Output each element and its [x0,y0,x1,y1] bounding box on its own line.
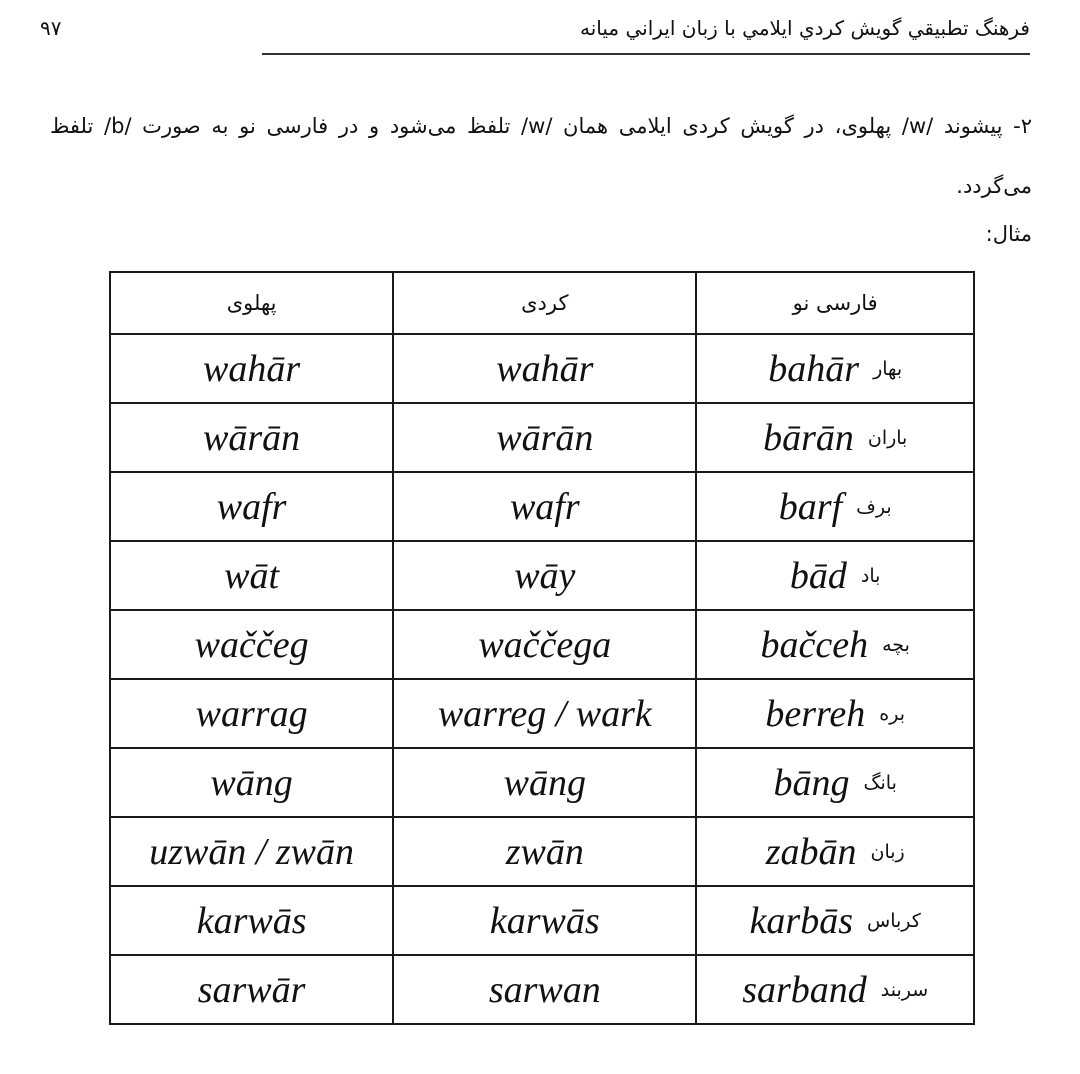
table-row [110,886,974,955]
header-farsi: فارسی نو [696,272,974,334]
table-row [110,403,974,472]
kurdi-cell [393,748,696,817]
table-row [110,955,974,1024]
kurdi-word: warreg / wark [437,692,652,735]
farsi-word: باران [867,426,908,449]
page-header [40,6,1030,50]
header-divider [262,53,1030,55]
pahlavi-word: wāng [210,761,293,804]
farsi-transliteration: bahār [768,347,860,390]
farsi-transliteration: bād [789,554,847,597]
pahlavi-cell [110,955,393,1024]
farsi-cell [696,334,974,403]
kurdi-cell [393,541,696,610]
pahlavi-cell [110,817,393,886]
table-row [110,541,974,610]
farsi-cell-content [697,485,973,529]
farsi-word: باد [860,564,881,587]
header-kurdi: کردی [393,272,696,334]
kurdi-cell [393,403,696,472]
table-row [110,334,974,403]
farsi-word: بهار [873,357,903,380]
farsi-cell-content [697,692,973,736]
pahlavi-cell [110,403,393,472]
kurdi-word: wāy [514,554,576,597]
farsi-cell-content [697,968,973,1012]
kurdi-cell [393,472,696,541]
body-paragraph: ۲- پیشوند /w/ پهلوی، در گویش کردی ایلامی همان /w/ تلفظ می‌شود و در فارسی نو به صورت /b/ تلفظ می‌گردد. [50,114,1033,198]
farsi-word: برف [856,495,892,518]
kurdi-word: wāng [503,761,586,804]
pahlavi-word: uzwān / zwān [149,830,355,873]
farsi-transliteration: barf [778,485,843,528]
page-number: ۹۷ [40,16,62,40]
example-label: مثال: [985,222,1032,246]
farsi-transliteration: bārān [763,416,854,459]
pahlavi-word: wahār [203,347,301,390]
farsi-transliteration: bačceh [760,623,869,666]
pahlavi-cell [110,886,393,955]
running-title: فرهنگ تطبيقي گويش كردي ايلامي با زبان ايراني ميانه [580,16,1030,40]
kurdi-word: wārān [496,416,594,459]
table-header-row [110,272,974,334]
pahlavi-word: karwās [196,899,307,942]
farsi-cell-content [697,761,973,805]
pahlavi-word: waččeg [194,623,309,666]
farsi-word: بانگ [863,771,897,794]
kurdi-word: waččega [478,623,612,666]
table-row [110,817,974,886]
farsi-cell-content [697,899,973,943]
farsi-word: سربند [880,978,929,1001]
table-row [110,679,974,748]
kurdi-cell [393,610,696,679]
farsi-cell [696,817,974,886]
farsi-cell [696,955,974,1024]
kurdi-cell [393,955,696,1024]
farsi-cell [696,403,974,472]
kurdi-cell [393,679,696,748]
pahlavi-cell [110,334,393,403]
farsi-cell-content [697,830,973,874]
pahlavi-word: warrag [195,692,308,735]
farsi-transliteration: sarband [742,968,867,1011]
pahlavi-cell [110,472,393,541]
farsi-cell-content [697,623,973,667]
pahlavi-cell [110,610,393,679]
farsi-word: کرباس [867,909,921,932]
kurdi-word: sarwan [488,968,601,1011]
pahlavi-word: wafr [216,485,287,528]
kurdi-cell [393,334,696,403]
farsi-transliteration: berreh [765,692,866,735]
pahlavi-word: sarwār [197,968,306,1011]
kurdi-word: zwān [505,830,584,873]
farsi-cell [696,541,974,610]
farsi-cell-content [697,347,973,391]
farsi-cell [696,679,974,748]
farsi-transliteration: bāng [773,761,850,804]
farsi-transliteration: zabān [765,830,857,873]
kurdi-word: karwās [489,899,600,942]
farsi-word: بره [879,702,906,725]
table-row [110,748,974,817]
pahlavi-word: wāt [224,554,280,597]
pahlavi-cell [110,748,393,817]
farsi-word: زبان [870,840,905,863]
table-row [110,472,974,541]
farsi-cell [696,472,974,541]
farsi-cell [696,748,974,817]
pahlavi-cell [110,679,393,748]
kurdi-cell [393,886,696,955]
kurdi-word: wafr [509,485,580,528]
kurdi-cell [393,817,696,886]
farsi-cell [696,886,974,955]
farsi-cell [696,610,974,679]
farsi-cell-content [697,554,973,598]
farsi-cell-content [697,416,973,460]
comparison-table [109,271,975,1025]
farsi-transliteration: karbās [749,899,854,942]
farsi-word: بچه [882,633,910,656]
pahlavi-word: wārān [203,416,301,459]
kurdi-word: wahār [496,347,594,390]
pahlavi-cell [110,541,393,610]
table-row [110,610,974,679]
header-pahlavi: پهلوی [110,272,393,334]
